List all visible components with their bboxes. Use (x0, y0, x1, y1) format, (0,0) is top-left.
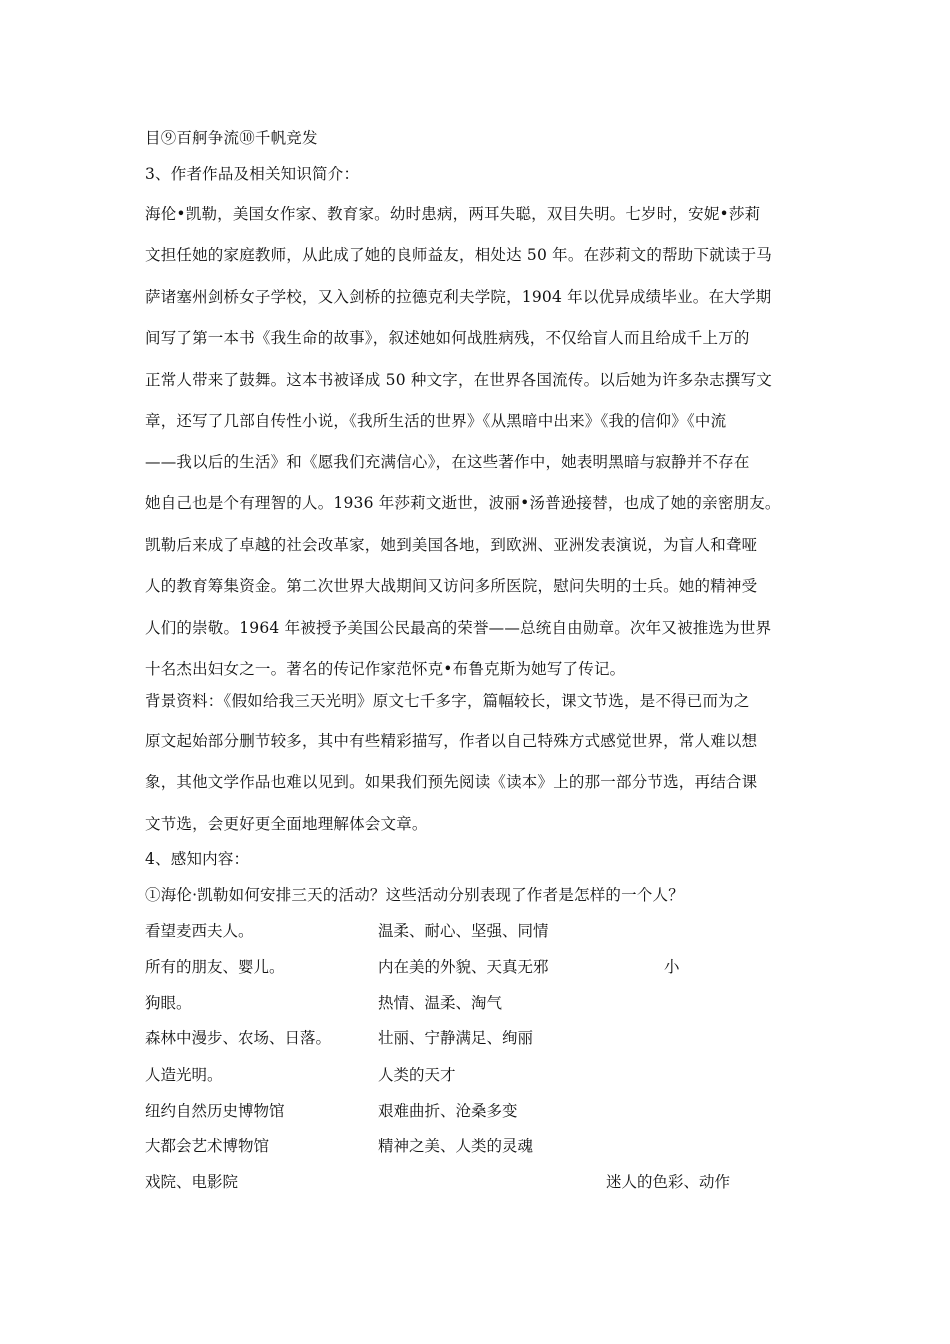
text-line: 十名杰出妇女之一。著名的传记作家范怀克•布鲁克斯为她写了传记。 (145, 660, 626, 678)
text-line: 她自己也是个有理智的人。1936 年莎莉文逝世，波丽•汤普逊接替，也成了她的亲密朋友。 (145, 494, 781, 512)
activity-cell: 戏院、电影院 (145, 1173, 239, 1191)
note-cell: 小 (664, 958, 680, 976)
section-heading-4: 4、感知内容： (145, 850, 250, 868)
activity-cell: 人造光明。 (145, 1066, 223, 1084)
quality-cell: 精神之美、人类的灵魂 (378, 1137, 534, 1155)
activity-cell: 看望麦西夫人。 (145, 922, 254, 940)
text-line: 章，还写了几部自传性小说，《我所生活的世界》《从黑暗中出来》《我的信仰》《中流 (145, 412, 727, 430)
quality-cell: 艰难曲折、沧桑多变 (378, 1102, 518, 1120)
quality-cell: 热情、温柔、淘气 (378, 994, 503, 1012)
quality-cell: 迷人的色彩、动作 (606, 1173, 731, 1191)
activity-cell: 大都会艺术博物馆 (145, 1137, 270, 1155)
section-heading-3: 3、作者作品及相关知识简介： (145, 165, 360, 183)
text-line: ——我以后的生活》和《愿我们充满信心》，在这些著作中，她表明黑暗与寂静并不存在 (145, 453, 750, 471)
text-line: 人们的崇敬。1964 年被授予美国公民最高的荣誉——总统自由勋章。次年又被推选为世界 (145, 619, 772, 637)
text-line: 凯勒后来成了卓越的社会改革家，她到美国各地，到欧洲、亚洲发表演说，为盲人和聋哑 (145, 536, 758, 554)
text-line: 文担任她的家庭教师，从此成了她的良师益友，相处达 50 年。在莎莉文的帮助下就读于马 (145, 246, 772, 264)
quality-cell: 内在美的外貌、天真无邪 (378, 958, 549, 976)
activity-cell: 森林中漫步、农场、日落。 (145, 1029, 332, 1047)
text-line: 原文起始部分删节较多，其中有些精彩描写，作者以自己特殊方式感觉世界，常人难以想 (145, 732, 758, 750)
text-line: 萨诸塞州剑桥女子学校，又入剑桥的拉德克利夫学院，1904 年以优异成绩毕业。在大学期 (145, 288, 772, 306)
activity-cell: 纽约自然历史博物馆 (145, 1102, 285, 1120)
activity-cell: 狗眼。 (145, 994, 192, 1012)
text-line: 目⑨百舸争流⑩千帆竞发 (145, 129, 318, 147)
text-line: 文节选，会更好更全面地理解体会文章。 (145, 815, 428, 833)
text-line: 海伦•凯勒，美国女作家、教育家。幼时患病，两耳失聪，双目失明。七岁时，安妮•莎莉 (145, 205, 761, 223)
question-line: ①海伦·凯勒如何安排三天的活动？这些活动分别表现了作者是怎样的一个人？ (145, 886, 684, 904)
quality-cell: 壮丽、宁静满足、绚丽 (378, 1029, 534, 1047)
text-line: 正常人带来了鼓舞。这本书被译成 50 种文字，在世界各国流传。以后她为许多杂志撰写文 (145, 371, 772, 389)
activity-cell: 所有的朋友、婴儿。 (145, 958, 285, 976)
background-info-line: 背景资料：《假如给我三天光明》原文七千多字，篇幅较长，课文节选，是不得已而为之 (145, 692, 750, 710)
quality-cell: 温柔、耐心、坚强、同情 (378, 922, 549, 940)
quality-cell: 人类的天才 (378, 1066, 456, 1084)
text-line: 象，其他文学作品也难以见到。如果我们预先阅读《读本》上的那一部分节选，再结合课 (145, 773, 758, 791)
text-line: 间写了第一本书《我生命的故事》，叙述她如何战胜病残，不仅给盲人而且给成千上万的 (145, 329, 750, 347)
text-line: 人的教育筹集资金。第二次世界大战期间又访问多所医院，慰问失明的士兵。她的精神受 (145, 577, 758, 595)
